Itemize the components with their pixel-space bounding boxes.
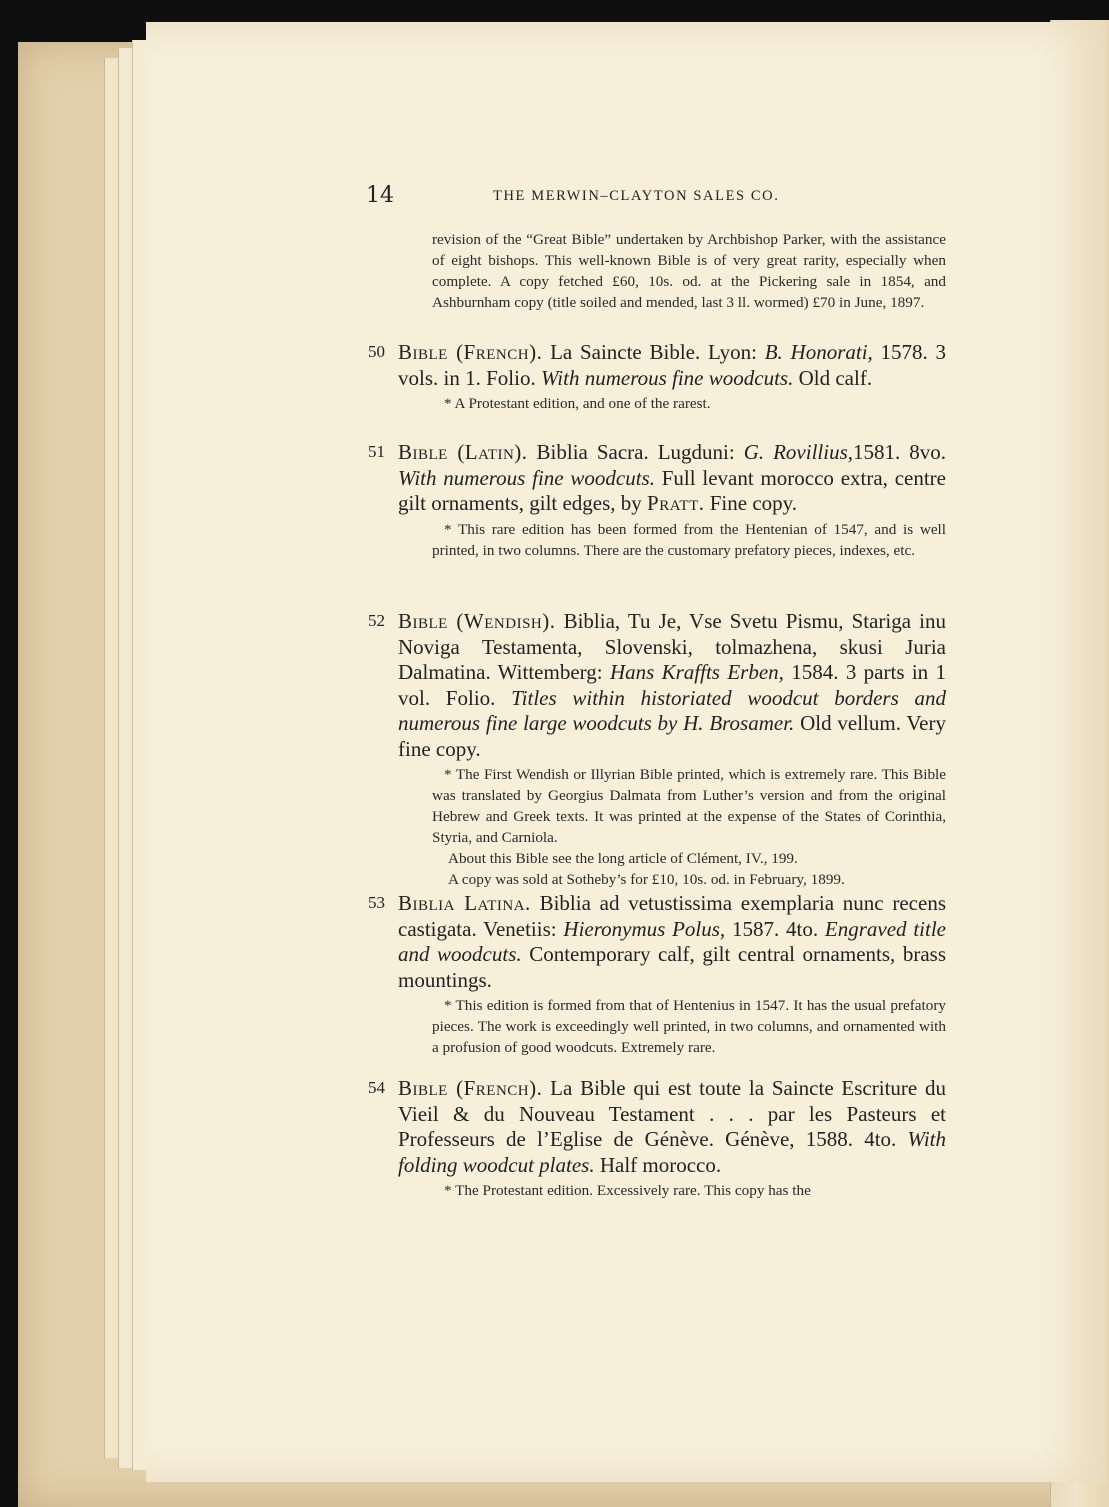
entry-heading: Bible (Latin). xyxy=(398,440,528,464)
page-number: 14 xyxy=(366,183,394,208)
entry-description xyxy=(398,609,946,762)
entry-description xyxy=(398,1076,946,1178)
entry-binding: Old vellum. Very fine copy. xyxy=(398,711,946,761)
entry-description xyxy=(398,340,946,391)
entry-features: With numerous fine woodcuts. xyxy=(540,365,794,390)
entry-binding: Contemporary calf, gilt central ornaments, brass mountings. xyxy=(398,942,946,992)
entry-imprint: Hieronymus Polus, xyxy=(563,916,726,941)
entry-title: La Bible qui est toute la Saincte Escriture du Vieil & du Nouveau Testament . . . par les Pasteurs et Professeurs de l’Eglise de Génève. Génève, 1588. 4to. xyxy=(398,1076,947,1151)
entry-imprint: G. Rovillius, xyxy=(743,440,854,464)
entry-details: 1578. 3 vols. in 1. Folio. xyxy=(398,340,947,390)
entry-note: * This rare edition has been formed from the Hentenian of 1547, and is well printed, in two columns. There are the customary prefatory pieces, indexes, etc. xyxy=(432,520,946,559)
entry-note: * The Protestant edition. Excessively rare. This copy has the xyxy=(444,1182,811,1199)
entry-binding-end: Fine copy. xyxy=(709,491,798,515)
entry-title: Biblia Sacra. Lugduni: xyxy=(536,440,735,464)
entry-features: With numerous fine woodcuts. xyxy=(398,465,655,490)
catalog-entry-52 xyxy=(368,609,948,890)
entry-binder: Pratt. xyxy=(647,491,705,515)
entry-imprint: Hans Kraffts Erben, xyxy=(609,660,784,684)
lot-number: 51 xyxy=(368,442,385,461)
entry-heading: Bible (Wendish). xyxy=(398,609,556,633)
entry-note: * This edition is formed from that of Hentenius in 1547. It has the usual prefatory pieces. The work is exceedingly well printed, in two columns, and ornamented with a profusion of good woodcuts. Extremely rare. xyxy=(432,997,946,1056)
entry-heading: Biblia Latina. xyxy=(398,891,531,915)
catalog-entry-53 xyxy=(368,891,948,1058)
entry-features: Titles within historiated woodcut borders and numerous fine large woodcuts by H. Brosamer. xyxy=(398,685,946,735)
entry-description xyxy=(398,891,946,993)
entry-details: 1581. 8vo. xyxy=(853,440,946,464)
entry-binding: Old calf. xyxy=(798,365,873,390)
entry-heading: Bible (French). xyxy=(398,340,543,364)
entry-description xyxy=(398,440,946,517)
lot-number: 54 xyxy=(368,1078,385,1097)
entry-features: With folding woodcut plates. xyxy=(398,1127,946,1177)
entry-title: Biblia, Tu Je, Vse Svetu Pismu, Stariga inu Noviga Testamenta, Slovenski, tolmazhena, skusi Juria Dalmatina. Wittemberg: xyxy=(398,609,946,684)
lot-number: 53 xyxy=(368,893,385,912)
entry-details: 1587. 4to. xyxy=(731,916,819,941)
entry-binding: Full levant morocco extra, centre gilt ornaments, gilt edges, by xyxy=(398,465,946,515)
entry-title: Biblia ad vetustissima exemplaria nunc recens castigata. Venetiis: xyxy=(398,891,946,941)
catalog-entry-51 xyxy=(368,440,948,561)
page-header xyxy=(366,183,946,213)
entry-note-sale: A copy was sold at Sotheby’s for £10, 10s. od. in February, 1899. xyxy=(448,871,845,888)
lot-number: 52 xyxy=(368,611,385,630)
entry-note: * The First Wendish or Illyrian Bible printed, which is extremely rare. This Bible was translated by Georgius Dalmata from Luther’s version and from the original Hebrew and Greek texts. It was printed at the expense of the States of Corinthia, Styria, and Carniola. xyxy=(432,766,946,846)
entry-binding: Half morocco. xyxy=(599,1152,722,1177)
lot-number: 50 xyxy=(368,342,385,361)
running-head: THE MERWIN–CLAYTON SALES CO. xyxy=(493,188,780,204)
entry-heading: Bible (French). xyxy=(398,1076,543,1100)
continuation-note: revision of the “Great Bible” undertaken by Archbishop Parker, with the assistance of eight bishops. This well-known Bible is of very great rarity, especially when complete. A copy fetched £60, 10s. od. at the Pickering sale in 1854, and Ashburnham copy (title soiled and mended, last 3 ll. wormed) £70 in June, 1897. xyxy=(432,231,946,311)
entry-details: 1584. 3 parts in 1 vol. Folio. xyxy=(398,660,947,710)
entry-features: Engraved title and woodcuts. xyxy=(398,916,946,966)
entry-title: La Saincte Bible. Lyon: xyxy=(550,340,757,364)
catalog-entry-50 xyxy=(368,340,948,414)
entry-imprint: B. Honorati, xyxy=(764,340,873,364)
entry-note: * A Protestant edition, and one of the rarest. xyxy=(444,395,711,412)
entry-note-reference: About this Bible see the long article of Clément, IV., 199. xyxy=(448,850,798,867)
catalog-entry-54 xyxy=(368,1076,948,1201)
